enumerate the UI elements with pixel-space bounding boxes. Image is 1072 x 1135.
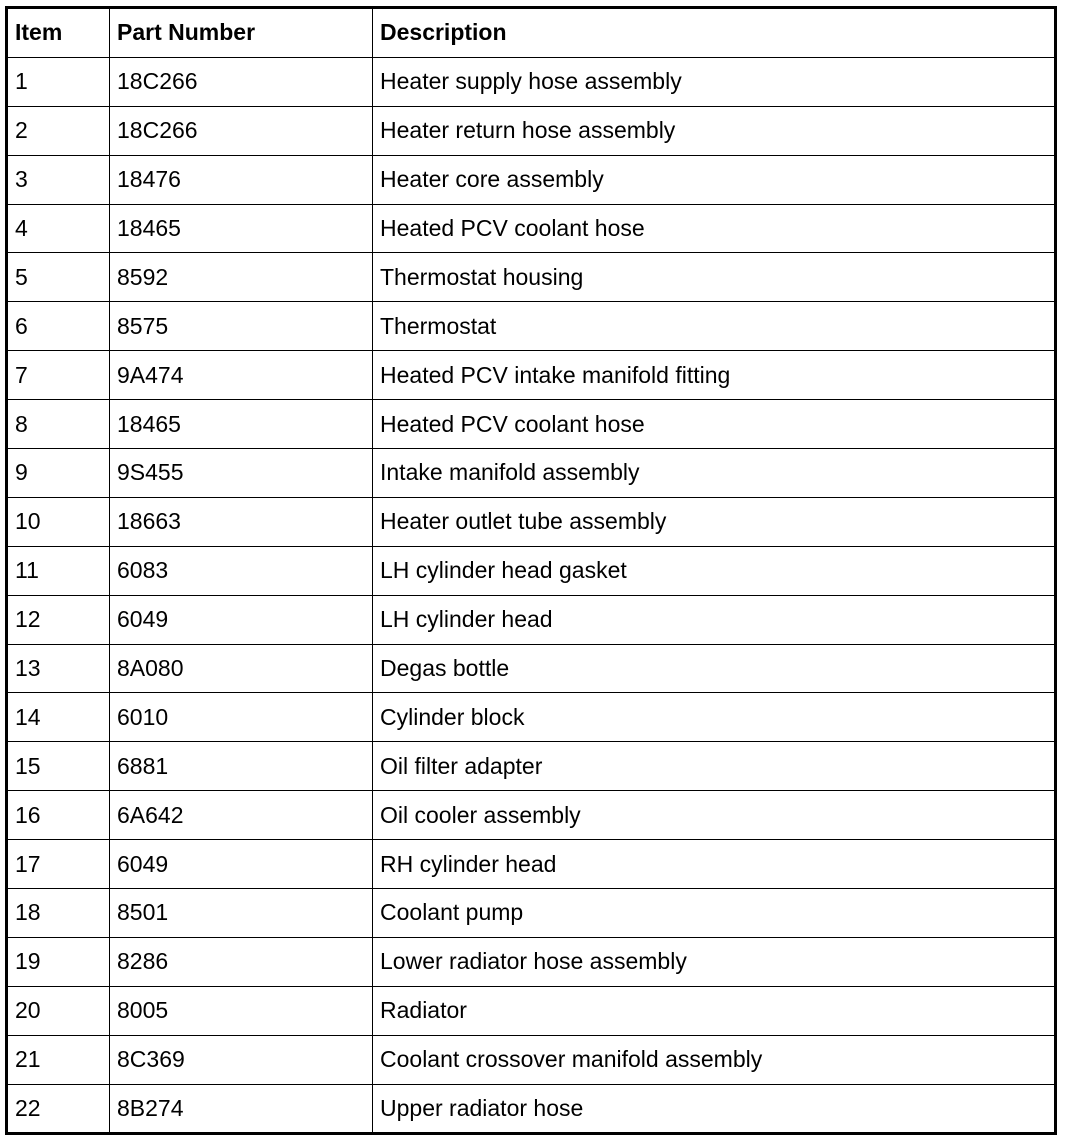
item-cell: 21: [7, 1035, 110, 1084]
item-cell: 1: [7, 57, 110, 106]
part-number-cell: 9A474: [110, 351, 373, 400]
item-cell: 14: [7, 693, 110, 742]
item-cell: 4: [7, 204, 110, 253]
item-cell: 20: [7, 986, 110, 1035]
item-cell: 7: [7, 351, 110, 400]
description-cell: Heater supply hose assembly: [373, 57, 1056, 106]
part-number-cell: 18465: [110, 204, 373, 253]
table-row: [7, 742, 1056, 791]
description-cell: Coolant crossover manifold assembly: [373, 1035, 1056, 1084]
part-number-cell: 9S455: [110, 449, 373, 498]
item-cell: 3: [7, 155, 110, 204]
table-row: [7, 644, 1056, 693]
part-number-cell: 8592: [110, 253, 373, 302]
description-cell: LH cylinder head gasket: [373, 546, 1056, 595]
header-row: [7, 8, 1056, 58]
table-row: [7, 791, 1056, 840]
description-cell: Oil cooler assembly: [373, 791, 1056, 840]
item-cell: 10: [7, 497, 110, 546]
part-number-cell: 18C266: [110, 106, 373, 155]
part-number-cell: 8B274: [110, 1084, 373, 1134]
description-cell: Cylinder block: [373, 693, 1056, 742]
description-cell: Thermostat housing: [373, 253, 1056, 302]
item-cell: 11: [7, 546, 110, 595]
part-number-cell: 18C266: [110, 57, 373, 106]
description-cell: Heated PCV coolant hose: [373, 400, 1056, 449]
table-row: [7, 106, 1056, 155]
description-cell: Degas bottle: [373, 644, 1056, 693]
part-number-cell: 6881: [110, 742, 373, 791]
part-number-cell: 8005: [110, 986, 373, 1035]
table-row: [7, 986, 1056, 1035]
description-cell: Oil filter adapter: [373, 742, 1056, 791]
part-number-cell: 8575: [110, 302, 373, 351]
item-cell: 17: [7, 840, 110, 889]
description-cell: Heated PCV intake manifold fitting: [373, 351, 1056, 400]
table-row: [7, 546, 1056, 595]
item-cell: 15: [7, 742, 110, 791]
description-cell: Heater core assembly: [373, 155, 1056, 204]
part-number-cell: 6049: [110, 840, 373, 889]
part-number-cell: 18465: [110, 400, 373, 449]
header-description: Description: [373, 8, 1056, 58]
item-cell: 12: [7, 595, 110, 644]
item-cell: 5: [7, 253, 110, 302]
part-number-cell: 6083: [110, 546, 373, 595]
item-cell: 2: [7, 106, 110, 155]
description-cell: Radiator: [373, 986, 1056, 1035]
item-cell: 13: [7, 644, 110, 693]
part-number-cell: 8286: [110, 937, 373, 986]
item-cell: 18: [7, 889, 110, 938]
table-row: [7, 351, 1056, 400]
part-number-cell: 18663: [110, 497, 373, 546]
description-cell: Upper radiator hose: [373, 1084, 1056, 1134]
table-row: [7, 497, 1056, 546]
table-row: [7, 840, 1056, 889]
header-item: Item: [7, 8, 110, 58]
item-cell: 22: [7, 1084, 110, 1134]
description-cell: Thermostat: [373, 302, 1056, 351]
parts-table: [5, 6, 1057, 1135]
description-cell: Heater outlet tube assembly: [373, 497, 1056, 546]
part-number-cell: 8501: [110, 889, 373, 938]
table-row: [7, 57, 1056, 106]
description-cell: Lower radiator hose assembly: [373, 937, 1056, 986]
item-cell: 16: [7, 791, 110, 840]
part-number-cell: 8A080: [110, 644, 373, 693]
part-number-cell: 6010: [110, 693, 373, 742]
table-row: [7, 253, 1056, 302]
part-number-cell: 6049: [110, 595, 373, 644]
table-row: [7, 204, 1056, 253]
table-row: [7, 693, 1056, 742]
table-row: [7, 595, 1056, 644]
table-row: [7, 449, 1056, 498]
header-part-number: Part Number: [110, 8, 373, 58]
description-cell: Coolant pump: [373, 889, 1056, 938]
description-cell: Heater return hose assembly: [373, 106, 1056, 155]
table-body: [7, 57, 1056, 1134]
table-row: [7, 155, 1056, 204]
description-cell: LH cylinder head: [373, 595, 1056, 644]
table-row: [7, 1035, 1056, 1084]
part-number-cell: 8C369: [110, 1035, 373, 1084]
description-cell: Intake manifold assembly: [373, 449, 1056, 498]
description-cell: Heated PCV coolant hose: [373, 204, 1056, 253]
item-cell: 6: [7, 302, 110, 351]
table-header: [7, 8, 1056, 58]
table-row: [7, 400, 1056, 449]
table-row: [7, 302, 1056, 351]
description-cell: RH cylinder head: [373, 840, 1056, 889]
item-cell: 19: [7, 937, 110, 986]
part-number-cell: 6A642: [110, 791, 373, 840]
item-cell: 8: [7, 400, 110, 449]
table-row: [7, 889, 1056, 938]
table-row: [7, 937, 1056, 986]
part-number-cell: 18476: [110, 155, 373, 204]
item-cell: 9: [7, 449, 110, 498]
table-row: [7, 1084, 1056, 1134]
